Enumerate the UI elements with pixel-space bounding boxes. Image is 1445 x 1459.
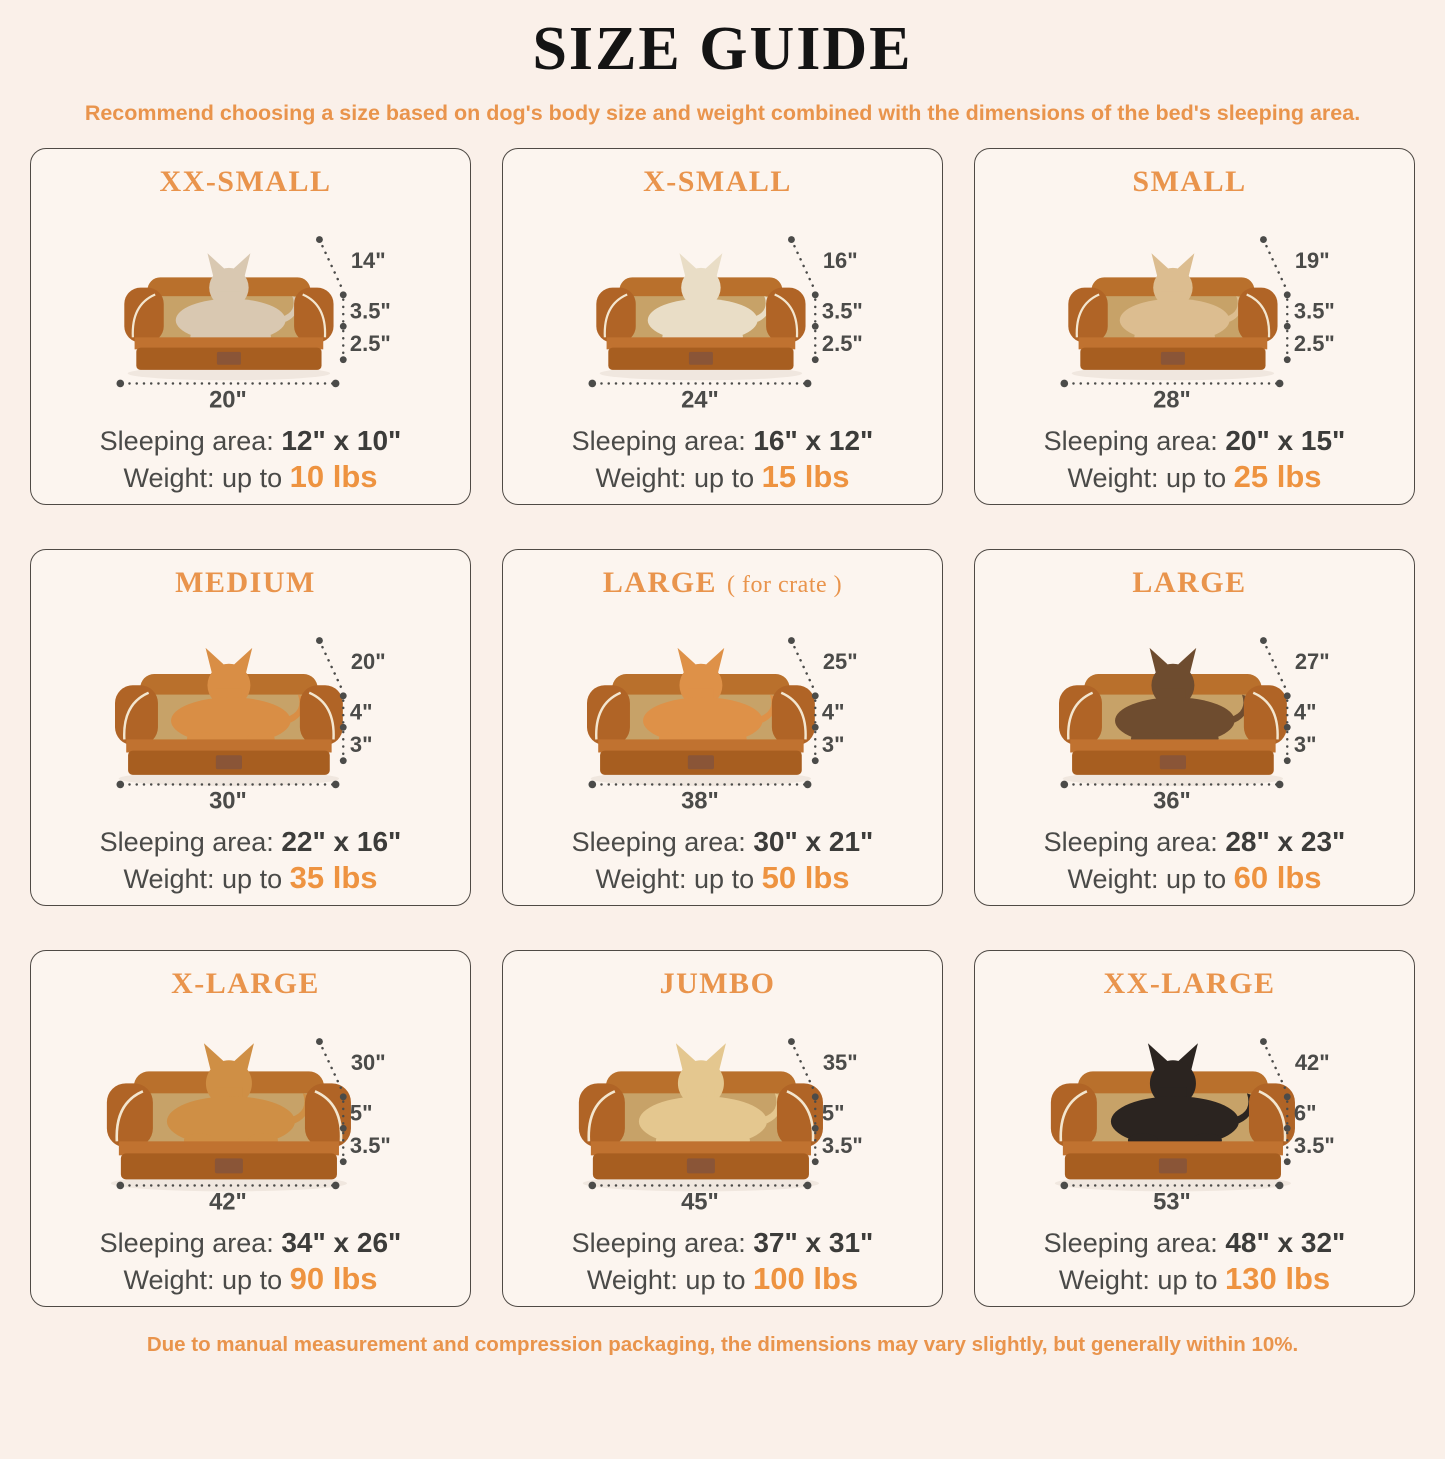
size-card [974,549,1415,906]
dim-dot [1276,780,1284,788]
bed-right-arm [766,287,805,342]
bed-mattress-edge [1063,1141,1283,1155]
dim-dot [812,356,819,363]
dim-height-upper-label: 5" [350,1100,373,1126]
dim-width-label: 28" [1153,385,1191,413]
weight-value: 25 lbs [1233,459,1322,494]
bed-left-arm [107,1083,153,1147]
dim-dot [316,236,323,243]
dim-width-label: 38" [681,786,719,814]
dim-height-lower-label: 3" [350,731,373,757]
size-title-text: JUMBO [659,967,776,1000]
size-title-text: MEDIUM [175,566,316,599]
sleeping-area-label: Sleeping area: [99,827,274,857]
bed-illustration [558,1013,887,1215]
dim-dot [1284,291,1291,298]
dim-height-lower-label: 2.5" [822,330,863,356]
dim-dot [788,637,795,644]
dim-diagonal-line [320,239,344,290]
header [0,14,1445,126]
sleeping-area-value: 34" x 26" [281,1227,402,1258]
sleeping-area-label: Sleeping area: [1043,426,1218,456]
bed-illustration-wrap [987,1001,1402,1226]
dim-dot [1284,1124,1291,1131]
dim-dot [1284,723,1291,730]
bed-illustration [86,1013,415,1215]
dim-width-label: 20" [209,385,247,413]
bed-illustration [558,211,887,413]
dim-diagonal-label: 14" [351,247,386,273]
dim-diagonal-label: 19" [1295,247,1330,273]
bed-logo-tag [215,1158,243,1173]
dim-dot [812,757,819,764]
sleeping-area-line [572,826,874,858]
dim-dot [1260,1038,1267,1045]
sleeping-area-line [1044,1227,1346,1259]
dim-diagonal-label: 20" [351,648,386,674]
weight-value: 130 lbs [1225,1261,1331,1296]
weight-line [123,459,377,495]
bed-illustration-wrap [987,199,1402,424]
bed-logo-tag [217,351,241,364]
size-card [974,148,1415,505]
bed-illustration [1030,1013,1359,1215]
dim-width-label: 53" [1153,1187,1191,1215]
bed-and-pet [596,253,805,380]
dim-diagonal-label: 30" [351,1049,386,1075]
weight-line [123,1261,377,1297]
dim-dot [812,1158,819,1165]
dim-dot [340,757,347,764]
sleeping-area-line [1044,826,1346,858]
bed-and-pet [107,1043,351,1191]
bed-left-arm [579,1083,625,1147]
bed-mattress-edge [598,739,803,752]
dim-width-label: 36" [1153,786,1191,814]
dim-dot [1061,379,1069,387]
dim-dot [332,1181,340,1189]
dim-width-label: 30" [209,786,247,814]
bed-right-arm [294,287,333,342]
dim-dot [1061,780,1069,788]
weight-value: 15 lbs [761,459,850,494]
sleeping-area-label: Sleeping area: [1043,1228,1218,1258]
dim-diagonal-label: 35" [823,1049,858,1075]
dim-height-upper-label: 5" [822,1100,845,1126]
dim-width-label: 45" [681,1187,719,1215]
bed-mattress-edge [135,337,324,349]
bed-logo-tag [216,755,242,769]
dim-height-upper-label: 4" [822,699,845,725]
weight-label: Weight: up to [586,1265,746,1295]
size-title [1103,967,1285,1001]
dim-dot [340,1158,347,1165]
bed-illustration-wrap [515,1001,930,1226]
bed-right-arm [1244,685,1287,745]
dim-height-upper-label: 4" [350,699,373,725]
footer [0,1333,1445,1357]
weight-value: 90 lbs [289,1261,378,1296]
bed-logo-tag [1161,351,1185,364]
bed-left-arm [1059,685,1102,745]
size-title [643,165,802,199]
weight-label: Weight: up to [123,1265,283,1295]
dim-dot [1260,236,1267,243]
dim-dot [340,1124,347,1131]
sleeping-area-value: 20" x 15" [1225,425,1346,456]
weight-label: Weight: up to [123,864,283,894]
page-title: SIZE GUIDE [532,15,913,83]
dim-dot [812,1124,819,1131]
weight-line [1067,459,1321,495]
weight-value: 35 lbs [289,860,378,895]
sleeping-area-label: Sleeping area: [1043,827,1218,857]
sleeping-area-label: Sleeping area: [571,827,746,857]
bed-illustration [1030,612,1359,814]
sleeping-area-value: 48" x 32" [1225,1227,1346,1258]
dim-dot [804,780,812,788]
bed-left-arm [596,287,635,342]
size-title-text: XX-SMALL [159,165,332,198]
page-subtitle: Recommend choosing a size based on dog's body size and weight combined with the dimensions of the bed's sleeping area. [84,101,1361,125]
bed-illustration [1030,211,1359,413]
weight-label: Weight: up to [595,463,755,493]
size-title [1132,566,1256,600]
sleeping-area-line [100,826,402,858]
dim-height-lower-label: 3" [822,731,845,757]
dim-dot [812,291,819,298]
bed-illustration [558,612,887,814]
bed-mattress-edge [591,1141,811,1155]
dim-height-upper-label: 3.5" [822,298,863,324]
dim-height-lower-label: 3.5" [350,1132,391,1158]
size-title-text: X-LARGE [171,967,320,1000]
dim-dot [1284,356,1291,363]
dim-width-label: 24" [681,385,719,413]
bed-logo-tag [1159,1158,1187,1173]
bed-mattress-edge [1070,739,1275,752]
sleeping-area-line [100,425,402,457]
dim-dot [589,780,597,788]
dim-diagonal-line [1264,239,1288,290]
weight-label: Weight: up to [1067,463,1227,493]
weight-line [123,860,377,896]
dim-diagonal-line [320,640,344,691]
dim-dot [788,236,795,243]
bed-illustration [86,211,415,413]
size-card [974,950,1415,1307]
bed-and-pet [1059,647,1287,785]
dim-dot [1284,692,1291,699]
size-title-text: LARGE [1132,566,1247,599]
size-card [30,950,471,1307]
dim-dot [812,1093,819,1100]
size-grid [30,148,1415,1307]
bed-and-pet [1068,253,1277,380]
dim-dot [1061,1181,1069,1189]
size-title [660,967,786,1001]
dim-dot [1276,379,1284,387]
bed-illustration-wrap [43,1001,458,1226]
weight-label: Weight: up to [1058,1265,1218,1295]
size-card [30,549,471,906]
weight-label: Weight: up to [595,864,755,894]
sleeping-area-value: 28" x 23" [1225,826,1346,857]
bed-illustration-wrap [43,199,458,424]
bed-logo-tag [1160,755,1186,769]
size-title [603,566,842,600]
bed-logo-tag [689,351,713,364]
dim-dot [117,379,125,387]
weight-line [1067,860,1321,896]
weight-label: Weight: up to [1067,864,1227,894]
dim-dot [340,692,347,699]
dim-dot [117,1181,125,1189]
dim-width-label: 42" [209,1187,247,1215]
dim-height-upper-label: 6" [1294,1100,1317,1126]
size-card [502,148,943,505]
weight-value: 10 lbs [289,459,378,494]
sleeping-area-line [572,425,874,457]
dim-dot [340,291,347,298]
bed-and-pet [579,1043,823,1191]
bed-left-arm [1068,287,1107,342]
dim-dot [812,322,819,329]
bed-left-arm [587,685,630,745]
sleeping-area-label: Sleeping area: [99,426,274,456]
dim-height-upper-label: 3.5" [350,298,391,324]
dim-dot [1284,322,1291,329]
weight-line [595,860,849,896]
bed-mattress-edge [1079,337,1268,349]
size-title-text: X-SMALL [643,165,792,198]
bed-and-pet [1051,1043,1295,1191]
bed-right-arm [1238,287,1277,342]
sleeping-area-value: 37" x 31" [753,1227,874,1258]
footer-note: Due to manual measurement and compression packaging, the dimensions may vary slightly, but generally within 10%. [146,1333,1299,1356]
dim-dot [332,780,340,788]
size-title-text: SMALL [1132,165,1247,198]
bed-left-arm [1051,1083,1097,1147]
weight-label: Weight: up to [123,463,283,493]
dim-dot [1284,757,1291,764]
sleeping-area-label: Sleeping area: [571,1228,746,1258]
size-title [171,967,330,1001]
weight-line [587,1261,858,1297]
dim-dot [340,723,347,730]
size-card [30,148,471,505]
dim-dot [804,1181,812,1189]
bed-mattress-edge [126,739,331,752]
dim-diagonal-label: 42" [1295,1049,1330,1075]
dim-height-upper-label: 3.5" [1294,298,1335,324]
dim-dot [788,1038,795,1045]
dim-dot [812,692,819,699]
weight-value: 60 lbs [1233,860,1322,895]
size-card [502,950,943,1307]
bed-illustration [86,612,415,814]
dim-diagonal-line [792,640,816,691]
bed-and-pet [124,253,333,380]
bed-logo-tag [687,1158,715,1173]
dim-dot [812,723,819,730]
bed-illustration-wrap [987,600,1402,825]
sleeping-area-value: 22" x 16" [281,826,402,857]
size-title-text: LARGE [602,566,718,599]
dim-dot [804,379,812,387]
dim-height-upper-label: 4" [1294,699,1317,725]
size-card [502,549,943,906]
dim-height-lower-label: 3.5" [1294,1132,1335,1158]
bed-and-pet [587,647,815,785]
size-title-suffix: ( for crate ) [727,572,843,598]
weight-line [595,459,849,495]
dim-diagonal-label: 25" [823,648,858,674]
size-title [159,165,341,199]
dim-diagonal-label: 16" [823,247,858,273]
bed-logo-tag [688,755,714,769]
size-title [175,566,326,600]
dim-dot [1284,1158,1291,1165]
bed-right-arm [772,685,815,745]
bed-and-pet [115,647,343,785]
bed-left-arm [124,287,163,342]
dim-dot [117,780,125,788]
bed-illustration-wrap [43,600,458,825]
dim-dot [332,379,340,387]
sleeping-area-label: Sleeping area: [99,1228,274,1258]
bed-right-arm [300,685,343,745]
bed-mattress-edge [607,337,796,349]
sleeping-area-value: 30" x 21" [753,826,874,857]
dim-dot [589,379,597,387]
dim-height-lower-label: 3" [1294,731,1317,757]
size-title [1132,165,1256,199]
size-title-text: XX-LARGE [1103,967,1276,1000]
dim-height-lower-label: 2.5" [1294,330,1335,356]
bed-left-arm [115,685,158,745]
dim-diagonal-line [792,239,816,290]
dim-dot [1276,1181,1284,1189]
sleeping-area-line [1044,425,1346,457]
dim-diagonal-line [1264,640,1288,691]
sleeping-area-label: Sleeping area: [571,426,746,456]
bed-illustration-wrap [515,199,930,424]
sleeping-area-value: 16" x 12" [753,425,874,456]
sleeping-area-line [572,1227,874,1259]
dim-height-lower-label: 3.5" [822,1132,863,1158]
dim-dot [340,322,347,329]
dim-dot [1284,1093,1291,1100]
weight-line [1059,1261,1330,1297]
sleeping-area-value: 12" x 10" [281,425,402,456]
dim-dot [340,356,347,363]
bed-illustration-wrap [515,600,930,825]
dim-dot [316,637,323,644]
dim-dot [1260,637,1267,644]
weight-value: 100 lbs [753,1261,859,1296]
dim-dot [340,1093,347,1100]
dim-height-lower-label: 2.5" [350,330,391,356]
dim-dot [589,1181,597,1189]
dim-diagonal-label: 27" [1295,648,1330,674]
sleeping-area-line [100,1227,402,1259]
bed-mattress-edge [119,1141,339,1155]
dim-dot [316,1038,323,1045]
weight-value: 50 lbs [761,860,850,895]
